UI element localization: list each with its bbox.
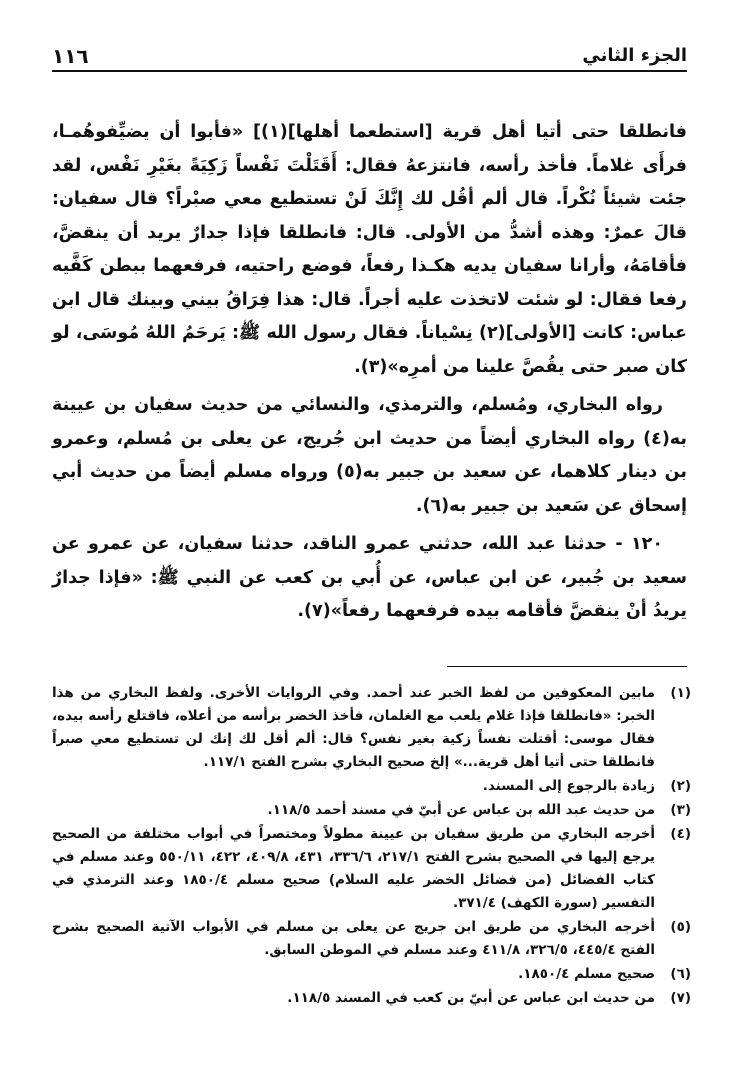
- footnote-number: (٦): [670, 966, 691, 982]
- page-header: [52, 36, 687, 72]
- main-text: [52, 116, 687, 634]
- footnote-text: من حديث ابن عباس عن أبيّ بن كعب في المسند ١١٨/٥.: [287, 990, 655, 1006]
- footnote-6: [52, 963, 691, 986]
- paragraph-1: فانطلقا حتى أتيا أهل قرية [استطعما أهلها](١)] «فأبوا أن يضيِّفوهُمـا، فرأَى غلاماً. فأخذ رأسه، فانتزعهُ فقال: أَقَتَلْتَ نَفْساً زَكِيَةً بغَيْرِ نَفْس، لقد جئت شيئاً نُكْراً. قال ألم أقُل لك إِنَّكَ لَنْ تستطيع معي صبْراً؟ قال سفيان: قالَ عمرٌ: وهذه أشدُّ من الأولى. قال: فانطلقا فإذا جدارٌ يريد أن ينقضَّ، فأقامَهُ، وأرانا سفيان يديه هكـذا رفعاً، فوضع راحتيه، فرفعهما ببطن كَفَّيه رفعا فقال: لو شئت لاتخذت عليه أجراً. قال: هذا فِرَاقُ بيني وبينك قال ابن عباس: كانت [الأولى](٢) نِسْياناً. فقال رسول الله ﷺ: يَرحَمُ اللهُ مُوسَى، لو كان صبر حتى يقُصَّ علينا من أمرِه»(٣).: [52, 122, 687, 377]
- footnote-text: أخرجه البخاري من طريق سفيان بن عيينة مطولاً ومختصراً في أبواب مختلفة من الصحيح يرجع إليها في الصحيح بشرح الفتح ٢١٧/١، ٣٣٦/٦، ٤٣١، ٤٠٩/٨، ٤٢٢، ٥٥٠/١١ وعند مسلم في كتاب الفضائل (من فضائل الخضر عليه السلام) صحيح مسلم ١٨٥٠/٤ وعند الترمذي في التفسير (سورة الكهف) ٣٧١/٤.: [52, 826, 656, 911]
- footnote-text: صحيح مسلم ١٨٥٠/٤.: [518, 966, 655, 982]
- footnote-number: (٧): [670, 990, 691, 1006]
- footnote-number: (٣): [670, 802, 691, 818]
- footnote-7: [52, 987, 691, 1010]
- footnote-number: (٥): [670, 919, 691, 935]
- footnote-3: [52, 799, 691, 822]
- part-title: الجزء الثاني: [582, 45, 687, 66]
- page-number: ١١٦: [52, 44, 89, 68]
- footnote-2: [52, 775, 691, 798]
- footnote-number: (١): [670, 685, 691, 701]
- footnote-text: من حديث عبد الله بن عباس عن أبيّ في مسند أحمد ١١٨/٥.: [267, 802, 655, 818]
- footnotes: [52, 682, 691, 1011]
- paragraph-2: رواه البخاري، ومُسلم، والترمذي، والنسائي من حديث سفيان بن عيينة به(٤) رواه البخاري أيضاً من حديث ابن جُريج، عن يعلى بن مُسلم، وعمرو بن دينار كلاهما، عن سعيد بن جبير به(٥) ورواه مسلم أيضاً من حديث أبي إسحاق عن سَعيد بن جبير به(٦).: [52, 395, 688, 516]
- footnote-number: (٢): [670, 778, 691, 794]
- footnote-4: [52, 823, 691, 915]
- footnote-text: أخرجه البخاري من طريق ابن جريج عن يعلى بن مسلم في الأبواب الآتية الصحيح بشرح الفتح ٤٤٥/٤، ٣٢٦/٥، ٤١١/٨ وعند مسلم في الموطن السابق.: [52, 919, 655, 958]
- footnote-1: [52, 682, 691, 774]
- footnote-5: [52, 916, 691, 962]
- footnote-text: مابين المعكوفين من لفظ الخبر عند أحمد. وفي الروايات الأخرى. ولفظ البخاري من هذا الخبر: «فانطلقا فإذا غلام يلعب مع الغلمان، فأخذ الخضر برأسه من أعلاه، فاقتلع رأسه بيده، فقال موسى: أقتلت نفساً زكية بغير نفس؟ قال: ألم أقل لك إنك لن تستطيع معي صبراً فانطلقا حتى أتيا أهل قرية...» إلخ صحيح البخاري بشرح الفتح ١١٧/١.: [52, 685, 655, 770]
- footnote-number: (٤): [670, 826, 691, 842]
- footnote-separator: [447, 666, 687, 667]
- paragraph-3: ١٢٠ - حدثنا عبد الله، حدثني عمرو الناقد، حدثنا سفيان، عن عمرو عن سعيد بن جُبير، عن ابن عباس، عن أُبي بن كعب عن النبي ﷺ: «فإذا جدارٌ يريدُ أنْ ينقضَّ فأقامه بيده فرفعهما رفعاً»(٧).: [52, 534, 687, 621]
- footnote-text: زيادة بالرجوع إلى المسند.: [482, 778, 655, 794]
